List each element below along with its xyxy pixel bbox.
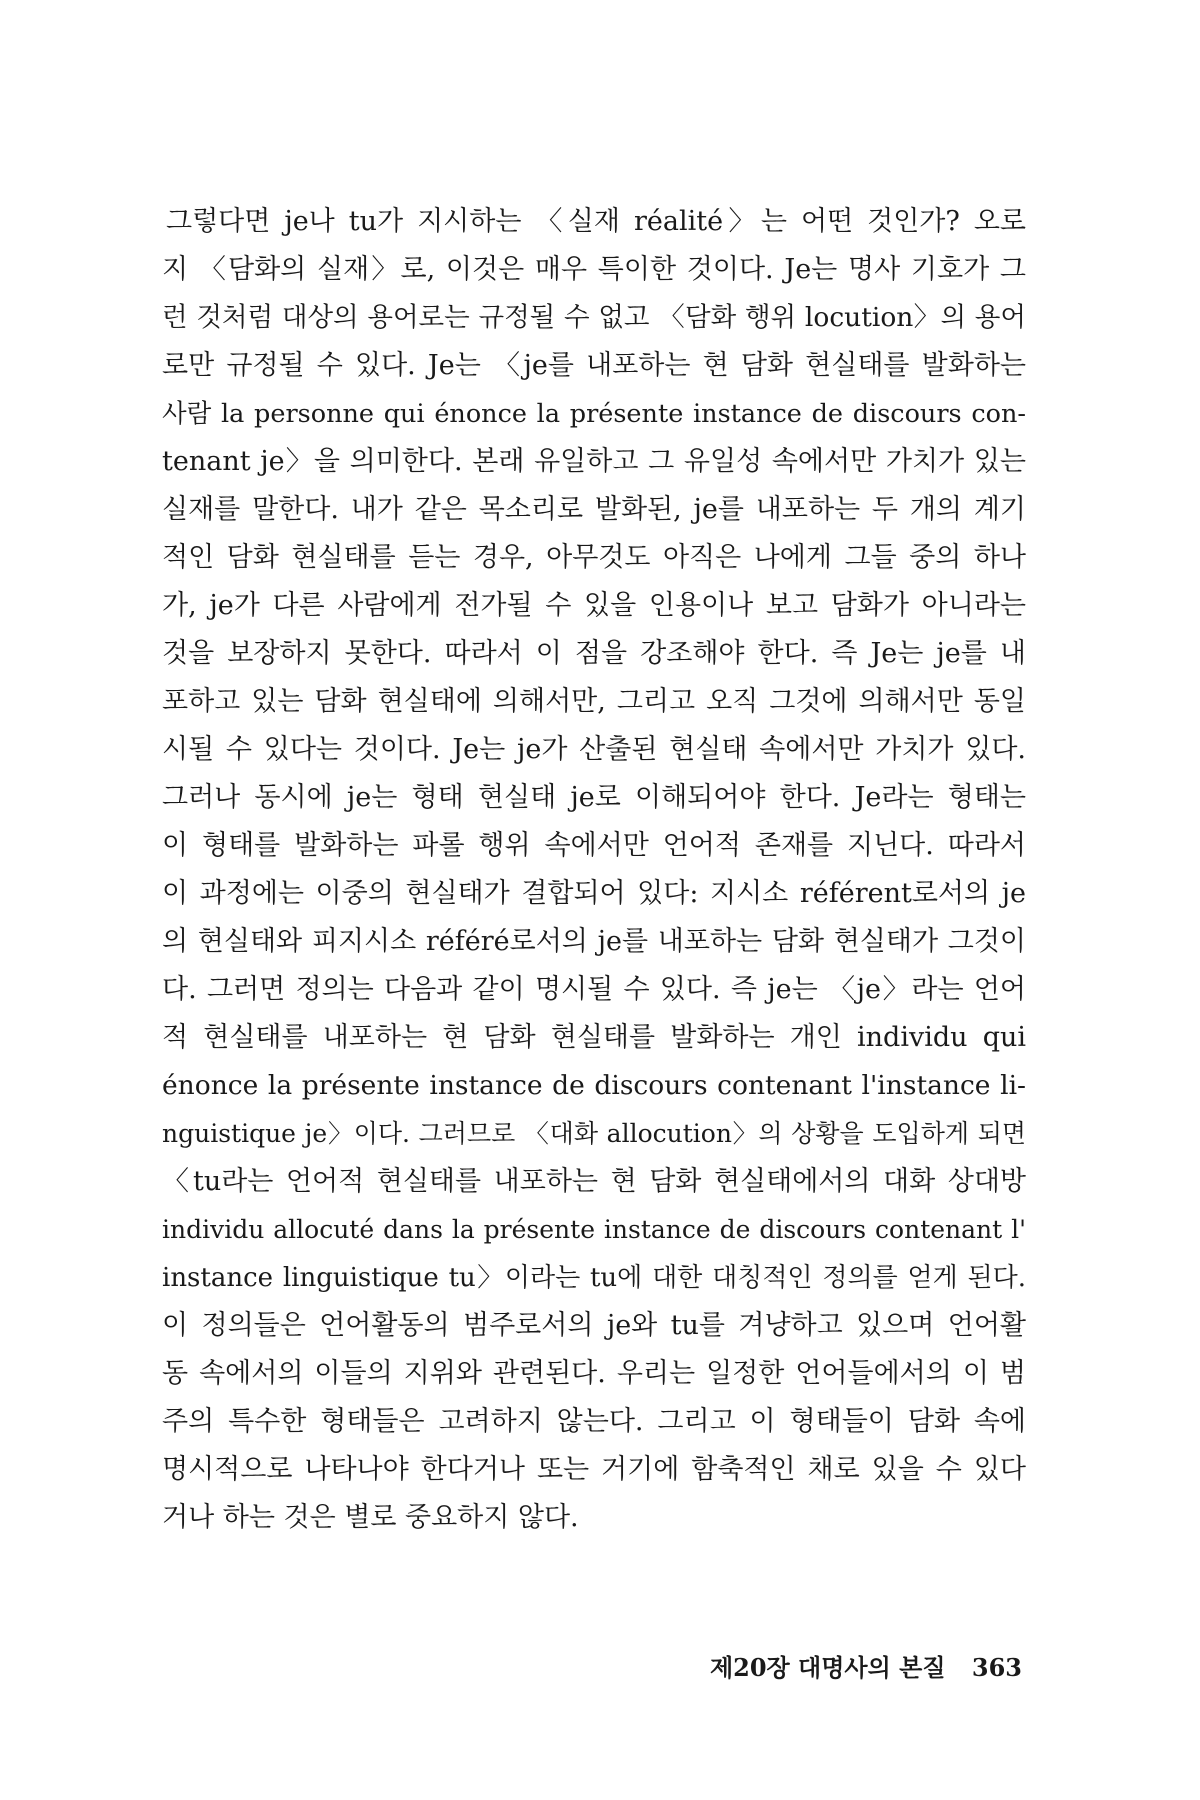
text-line: 가, je가 다른 사람에게 전가될 수 있을 인용이나 보고 담화가 아니라는 [162, 590, 1026, 621]
text-line: 실재를 말한다. 내가 같은 목소리로 발화된, je를 내포하는 두 개의 계기 [162, 494, 1026, 525]
body-text [162, 198, 1026, 1542]
text-line: tenant je〉을 의미한다. 본래 유일하고 그 유일성 속에서만 가치가 있는 [162, 446, 1026, 477]
text-line: 이 형태를 발화하는 파롤 행위 속에서만 언어적 존재를 지닌다. 따라서 [162, 830, 1026, 861]
text-line: 의 현실태와 피지시소 référé로서의 je를 내포하는 담화 현실태가 그것이 [162, 926, 1026, 957]
text-line: 포하고 있는 담화 현실태에 의해서만, 그리고 오직 그것에 의해서만 동일 [162, 686, 1026, 717]
chapter-title: 제20장 대명사의 본질 [709, 1653, 946, 1682]
text-line: 이 과정에는 이중의 현실태가 결합되어 있다: 지시소 référent로서의 je [162, 878, 1026, 909]
text-line: 지 〈담화의 실재〉로, 이것은 매우 특이한 것이다. Je는 명사 기호가 그 [162, 254, 1026, 285]
text-line: instance linguistique tu〉이라는 tu에 대한 대칭적인 정의를 얻게 된다. [162, 1263, 1026, 1293]
text-line: 시될 수 있다는 것이다. Je는 je가 산출된 현실태 속에서만 가치가 있다. [162, 734, 1026, 765]
page-number: 363 [971, 1653, 1022, 1682]
text-line: 동 속에서의 이들의 지위와 관련된다. 우리는 일정한 언어들에서의 이 범 [162, 1358, 1026, 1389]
text-line: individu allocuté dans la présente instance de discours contenant l' [162, 1215, 1026, 1244]
text-line: 이 정의들은 언어활동의 범주로서의 je와 tu를 겨냥하고 있으며 언어활 [162, 1310, 1026, 1341]
text-line: 것을 보장하지 못한다. 따라서 이 점을 강조해야 한다. 즉 Je는 je를 내 [162, 638, 1026, 669]
text-line: 사람 la personne qui énonce la présente instance de discours con- [162, 399, 1026, 429]
text-line: 적인 담화 현실태를 듣는 경우, 아무것도 아직은 나에게 그들 중의 하나 [162, 542, 1026, 573]
text-line: 다. 그러면 정의는 다음과 같이 명시될 수 있다. 즉 je는 〈je〉라는 언어 [162, 974, 1026, 1005]
text-line: 〈tu라는 언어적 현실태를 내포하는 현 담화 현실태에서의 대화 상대방 [162, 1166, 1026, 1197]
text-line: 그러나 동시에 je는 형태 현실태 je로 이해되어야 한다. Je라는 형태는 [162, 782, 1026, 813]
text-line: nguistique je〉이다. 그러므로 〈대화 allocution〉의 상황을 도입하게 되면 [162, 1119, 1026, 1148]
text-line: énonce la présente instance de discours contenant l'instance li- [162, 1070, 1026, 1101]
text-line: 거나 하는 것은 별로 중요하지 않다. [162, 1502, 579, 1533]
page-footer [710, 1648, 1022, 1683]
text-line: 명시적으로 나타나야 한다거나 또는 거기에 함축적인 채로 있을 수 있다 [162, 1454, 1026, 1485]
text-line: 적 현실태를 내포하는 현 담화 현실태를 발화하는 개인 individu qui [162, 1022, 1026, 1053]
text-line: 런 것처럼 대상의 용어로는 규정될 수 없고 〈담화 행위 locution〉의 용어 [162, 302, 1026, 333]
text-line: 로만 규정될 수 있다. Je는 〈je를 내포하는 현 담화 현실태를 발화하는 [162, 350, 1026, 381]
text-line: 그렇다면 je나 tu가 지시하는 〈실재 réalité〉는 어떤 것인가? 오로 [166, 206, 1026, 237]
text-line: 주의 특수한 형태들은 고려하지 않는다. 그리고 이 형태들이 담화 속에 [162, 1406, 1026, 1437]
